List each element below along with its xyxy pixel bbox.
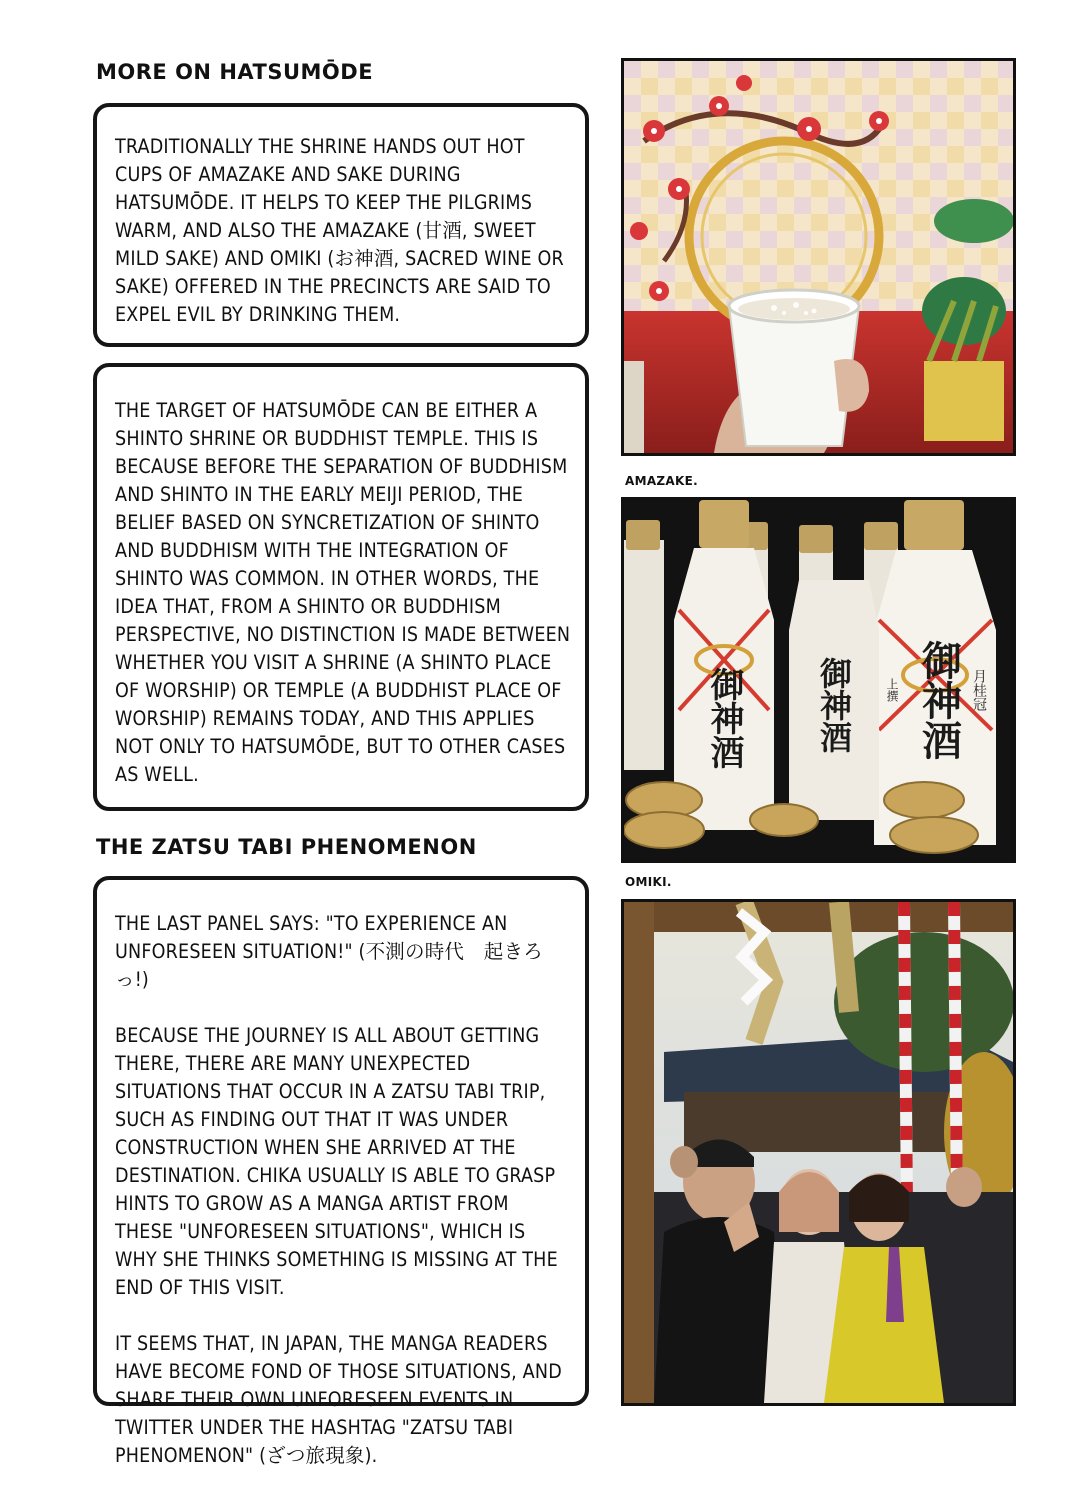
paragraph-shrine-temple: THE TARGET OF HATSUMŌDE CAN BE EITHER A SHINTO SHRINE OR BUDDHIST TEMPLE. THIS IS BECAUSE BEFORE THE SEPARATION OF BUDDHISM AND SHINTO IN THE EARLY MEIJI PERIOD, THE BELIEF BASED ON SYNCRETIZATION OF SHINTO AND BUDDHISM WITH THE INTEGRATION OF SHINTO WAS COMMON. IN OTHER WORDS, THE IDEA THAT, FROM A SHINTO OR BUDDHISM PERSPECTIVE, NO DISTINCTION IS MADE BETWEEN WHETHER YOU VISIT A SHRINE (A SHINTO PLACE OF WORSHIP) OR TEMPLE (A BUDDHIST PLACE OF WORSHIP) REMAINS TODAY, AND THIS APPLIES NOT ONLY TO HATSUMŌDE, BUT TO OTHER CASES AS WELL. <box>115 399 571 786</box>
paragraph-unexpected-situations: BECAUSE THE JOURNEY IS ALL ABOUT GETTING THERE, THERE ARE MANY UNEXPECTED SITUATIONS THAT OCCUR IN A ZATSU TABI TRIP, SUCH AS FINDING OUT THAT IT WAS UNDER CONSTRUCTION WHEN SHE ARRIVED AT THE DESTINATION. CHIKA USUALLY IS ABLE TO GRASP HINTS TO GROW AS A MANGA ARTIST FROM THESE "UNFORESEEN SITUATIONS", WHICH IS WHY SHE THINKS SOMETHING IS MISSING AT THE END OF THIS VISIT. <box>115 1024 558 1299</box>
section-heading-hatsumode: MORE ON HATSUMŌDE <box>96 60 374 84</box>
shrine-worshippers-photo <box>621 899 1016 1406</box>
amazake-photo <box>621 58 1016 456</box>
svg-text:月桂冠: 月桂冠 <box>971 669 987 711</box>
text-box-zatsu-tabi <box>93 876 589 1467</box>
amazake-caption: AMAZAKE. <box>625 474 698 488</box>
paragraph-hashtag: IT SEEMS THAT, IN JAPAN, THE MANGA READERS HAVE BECOME FOND OF THOSE SITUATIONS, AND SHARE THEIR OWN UNFORESEEN EVENTS IN TWITTER UNDER THE HASHTAG "ZATSU TABI PHENOMENON" (ざつ旅現象). <box>115 1332 562 1467</box>
svg-text:御神酒: 御神酒 <box>704 667 744 769</box>
omiki-photo <box>621 497 1016 863</box>
section-heading-zatsu-tabi: THE ZATSU TABI PHENOMENON <box>96 835 477 859</box>
paragraph-last-panel: THE LAST PANEL SAYS: "TO EXPERIENCE AN UNFORESEEN SITUATION!" (不測の時代 起きろっ!) <box>115 912 543 991</box>
text-box-amazake <box>93 103 589 347</box>
omiki-caption: OMIKI. <box>625 875 672 889</box>
svg-text:御神酒: 御神酒 <box>915 640 963 760</box>
paragraph-amazake: TRADITIONALLY THE SHRINE HANDS OUT HOT CUPS OF AMAZAKE AND SAKE DURING HATSUMŌDE. IT HELPS TO KEEP THE PILGRIMS WARM, AND ALSO THE AMAZAKE (甘酒, SWEET MILD SAKE) AND OMIKI (お神酒, SACRED WINE OR SAKE) OFFERED IN THE PRECINCTS ARE SAID TO EXPEL EVIL BY DRINKING THEM. <box>115 135 564 326</box>
svg-text:御神酒: 御神酒 <box>815 657 853 753</box>
text-box-shrine-temple <box>93 363 589 811</box>
svg-text:上撰: 上撰 <box>885 678 899 702</box>
